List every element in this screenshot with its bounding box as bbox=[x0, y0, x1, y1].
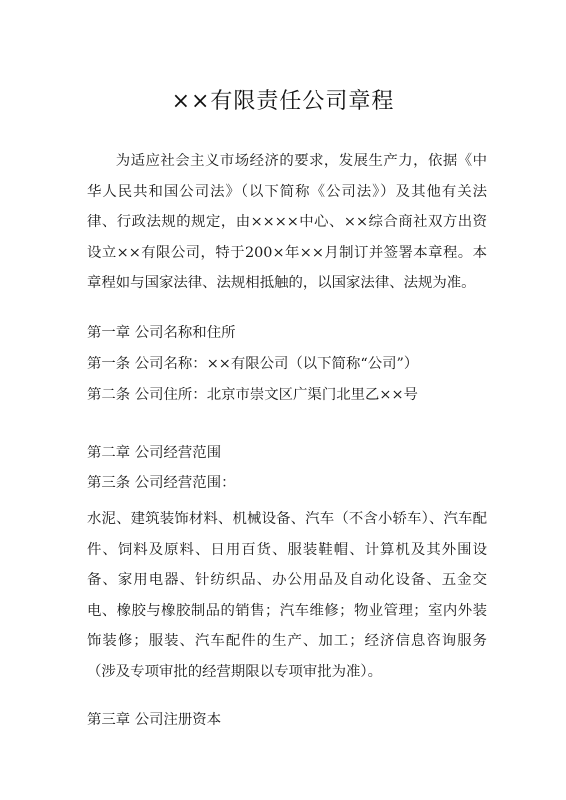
chapter-2-heading: 第二章 公司经营范围 bbox=[87, 445, 222, 461]
chapter-1-heading: 第一章 公司名称和住所 bbox=[87, 325, 236, 341]
article-2: 第二条 公司住所：北京市崇文区广渠门北里乙××号 bbox=[87, 387, 418, 403]
chapter-3-heading: 第三章 公司注册资本 bbox=[87, 712, 222, 728]
article-3: 第三条 公司经营范围： bbox=[87, 475, 236, 491]
business-scope-paragraph: 水泥、建筑装饰材料、机械设备、汽车（不含小轿车）、汽车配件、饲料及原料、日用百货、服装鞋帽、计算机及其外围设备、家用电器、针纺织品、办公用品及自动化设备、五金交电、橡胶与橡胶制品的销售；汽车维修；物业管理；室内外装饰装修；服装、汽车配件的生产、加工；经济信息咨询服务（涉及专项审批的经营期限以专项审批为准）。 bbox=[87, 511, 487, 680]
document-title: ××有限责任公司章程 bbox=[171, 89, 395, 114]
preamble-paragraph: 为适应社会主义市场经济的要求，发展生产力，依据《中华人民共和国公司法》（以下简称《公司法》）及其他有关法律、行政法规的规定，由××××中心、××综合商社双方出资设立××有限公司，特于200×年××月制订并签署本章程。本章程如与国家法律、法规相抵触的，以国家法律、法规为准。 bbox=[87, 153, 487, 291]
article-1: 第一条 公司名称：××有限公司（以下简称“公司”） bbox=[87, 356, 419, 372]
